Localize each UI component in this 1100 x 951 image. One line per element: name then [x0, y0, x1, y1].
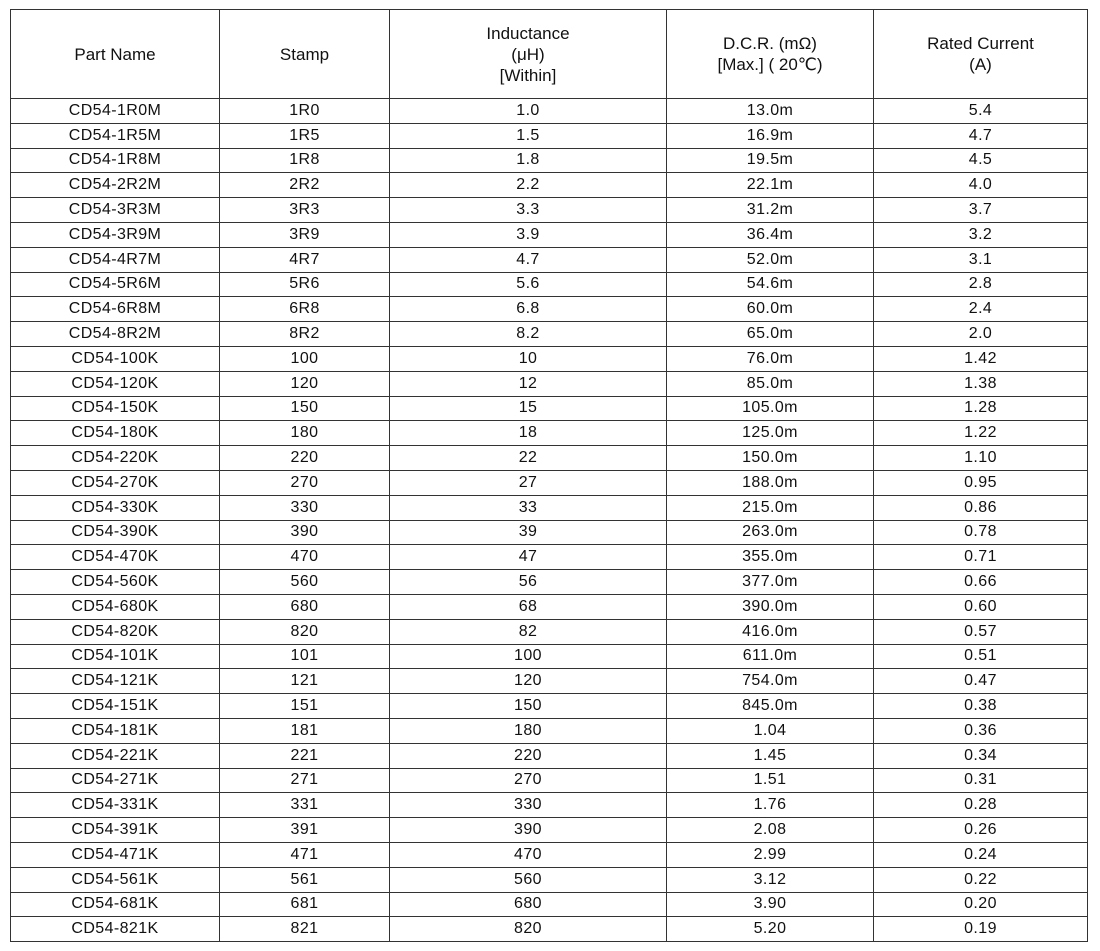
table-row	[11, 247, 1088, 272]
dcr-cell: 76.0m	[667, 346, 874, 371]
part-name-cell: CD54-270K	[11, 470, 220, 495]
stamp-cell: 681	[220, 892, 390, 917]
inductance-cell: 12	[390, 371, 667, 396]
part-name-cell: CD54-120K	[11, 371, 220, 396]
rated-current-cell: 0.78	[874, 520, 1088, 545]
dcr-cell: 31.2m	[667, 198, 874, 223]
part-name-cell: CD54-100K	[11, 346, 220, 371]
table-row	[11, 842, 1088, 867]
spec-table-container	[10, 9, 1088, 942]
inductor-spec-table	[10, 9, 1088, 942]
inductance-cell: 10	[390, 346, 667, 371]
table-row	[11, 694, 1088, 719]
inductance-cell: 1.5	[390, 123, 667, 148]
table-row	[11, 619, 1088, 644]
rated-current-cell: 0.28	[874, 793, 1088, 818]
dcr-cell: 1.04	[667, 718, 874, 743]
rated-current-cell: 1.28	[874, 396, 1088, 421]
rated-current-cell: 1.42	[874, 346, 1088, 371]
stamp-cell: 181	[220, 718, 390, 743]
stamp-cell: 1R8	[220, 148, 390, 173]
table-row	[11, 520, 1088, 545]
dcr-cell: 377.0m	[667, 570, 874, 595]
header-line: Stamp	[279, 44, 330, 64]
inductance-cell: 82	[390, 619, 667, 644]
dcr-cell: 85.0m	[667, 371, 874, 396]
inductance-cell: 56	[390, 570, 667, 595]
table-row	[11, 818, 1088, 843]
table-row	[11, 371, 1088, 396]
dcr-cell: 1.45	[667, 743, 874, 768]
header-part-name	[11, 10, 220, 99]
stamp-cell: 470	[220, 545, 390, 570]
dcr-cell: 263.0m	[667, 520, 874, 545]
rated-current-cell: 0.26	[874, 818, 1088, 843]
part-name-cell: CD54-220K	[11, 446, 220, 471]
table-row	[11, 718, 1088, 743]
rated-current-cell: 0.22	[874, 867, 1088, 892]
dcr-cell: 611.0m	[667, 644, 874, 669]
table-row	[11, 594, 1088, 619]
inductance-cell: 220	[390, 743, 667, 768]
dcr-cell: 52.0m	[667, 247, 874, 272]
table-row	[11, 768, 1088, 793]
inductance-cell: 150	[390, 694, 667, 719]
rated-current-cell: 0.95	[874, 470, 1088, 495]
part-name-cell: CD54-391K	[11, 818, 220, 843]
rated-current-cell: 1.10	[874, 446, 1088, 471]
rated-current-cell: 0.51	[874, 644, 1088, 669]
inductance-cell: 390	[390, 818, 667, 843]
rated-current-cell: 0.31	[874, 768, 1088, 793]
stamp-cell: 100	[220, 346, 390, 371]
dcr-cell: 22.1m	[667, 173, 874, 198]
inductance-cell: 33	[390, 495, 667, 520]
header-line: D.C.R. (mΩ)	[723, 34, 817, 53]
rated-current-cell: 0.38	[874, 694, 1088, 719]
stamp-cell: 821	[220, 917, 390, 942]
table-row	[11, 148, 1088, 173]
dcr-cell: 215.0m	[667, 495, 874, 520]
inductance-cell: 120	[390, 669, 667, 694]
stamp-cell: 5R6	[220, 272, 390, 297]
stamp-cell: 391	[220, 818, 390, 843]
table-row	[11, 545, 1088, 570]
dcr-cell: 845.0m	[667, 694, 874, 719]
table-row	[11, 272, 1088, 297]
part-name-cell: CD54-681K	[11, 892, 220, 917]
rated-current-cell: 0.60	[874, 594, 1088, 619]
header-stamp	[220, 10, 390, 99]
dcr-cell: 3.12	[667, 867, 874, 892]
table-row	[11, 346, 1088, 371]
dcr-cell: 2.08	[667, 818, 874, 843]
dcr-cell: 355.0m	[667, 545, 874, 570]
part-name-cell: CD54-6R8M	[11, 297, 220, 322]
dcr-cell: 60.0m	[667, 297, 874, 322]
inductance-cell: 100	[390, 644, 667, 669]
dcr-cell: 390.0m	[667, 594, 874, 619]
rated-current-cell: 0.20	[874, 892, 1088, 917]
header-line: Inductance	[486, 23, 570, 43]
inductance-cell: 5.6	[390, 272, 667, 297]
dcr-cell: 754.0m	[667, 669, 874, 694]
stamp-cell: 471	[220, 842, 390, 867]
table-row	[11, 793, 1088, 818]
rated-current-cell: 2.4	[874, 297, 1088, 322]
rated-current-cell: 0.34	[874, 743, 1088, 768]
inductance-cell: 1.8	[390, 148, 667, 173]
rated-current-cell: 0.47	[874, 669, 1088, 694]
header-dcr	[667, 10, 874, 99]
rated-current-cell: 4.5	[874, 148, 1088, 173]
table-row	[11, 322, 1088, 347]
part-name-cell: CD54-1R5M	[11, 123, 220, 148]
rated-current-cell: 5.4	[874, 99, 1088, 124]
part-name-cell: CD54-181K	[11, 718, 220, 743]
dcr-cell: 1.76	[667, 793, 874, 818]
part-name-cell: CD54-271K	[11, 768, 220, 793]
part-name-cell: CD54-1R8M	[11, 148, 220, 173]
inductance-cell: 27	[390, 470, 667, 495]
dcr-cell: 54.6m	[667, 272, 874, 297]
rated-current-cell: 2.0	[874, 322, 1088, 347]
table-row	[11, 396, 1088, 421]
part-name-cell: CD54-101K	[11, 644, 220, 669]
inductance-cell: 22	[390, 446, 667, 471]
header-line: [Max.] ( 20℃)	[717, 55, 823, 74]
rated-current-cell: 1.38	[874, 371, 1088, 396]
dcr-cell: 16.9m	[667, 123, 874, 148]
part-name-cell: CD54-331K	[11, 793, 220, 818]
inductance-cell: 18	[390, 421, 667, 446]
dcr-cell: 36.4m	[667, 222, 874, 247]
header-inductance	[390, 10, 667, 99]
stamp-cell: 3R9	[220, 222, 390, 247]
stamp-cell: 8R2	[220, 322, 390, 347]
rated-current-cell: 1.22	[874, 421, 1088, 446]
header-rated-current	[874, 10, 1088, 99]
rated-current-cell: 0.19	[874, 917, 1088, 942]
stamp-cell: 3R3	[220, 198, 390, 223]
part-name-cell: CD54-821K	[11, 917, 220, 942]
stamp-cell: 331	[220, 793, 390, 818]
header-line: (μH)	[511, 44, 545, 64]
rated-current-cell: 0.71	[874, 545, 1088, 570]
table-row	[11, 867, 1088, 892]
dcr-cell: 125.0m	[667, 421, 874, 446]
stamp-cell: 2R2	[220, 173, 390, 198]
rated-current-cell: 0.36	[874, 718, 1088, 743]
table-row	[11, 297, 1088, 322]
stamp-cell: 151	[220, 694, 390, 719]
table-row	[11, 123, 1088, 148]
rated-current-cell: 4.7	[874, 123, 1088, 148]
stamp-cell: 560	[220, 570, 390, 595]
inductance-cell: 6.8	[390, 297, 667, 322]
part-name-cell: CD54-8R2M	[11, 322, 220, 347]
part-name-cell: CD54-330K	[11, 495, 220, 520]
stamp-cell: 561	[220, 867, 390, 892]
inductance-cell: 820	[390, 917, 667, 942]
rated-current-cell: 0.86	[874, 495, 1088, 520]
stamp-cell: 820	[220, 619, 390, 644]
dcr-cell: 188.0m	[667, 470, 874, 495]
dcr-cell: 13.0m	[667, 99, 874, 124]
dcr-cell: 150.0m	[667, 446, 874, 471]
stamp-cell: 390	[220, 520, 390, 545]
inductance-cell: 470	[390, 842, 667, 867]
dcr-cell: 5.20	[667, 917, 874, 942]
part-name-cell: CD54-3R3M	[11, 198, 220, 223]
stamp-cell: 220	[220, 446, 390, 471]
header-line: (A)	[969, 55, 992, 74]
rated-current-cell: 0.57	[874, 619, 1088, 644]
part-name-cell: CD54-3R9M	[11, 222, 220, 247]
inductance-cell: 68	[390, 594, 667, 619]
table-row	[11, 421, 1088, 446]
dcr-cell: 3.90	[667, 892, 874, 917]
part-name-cell: CD54-221K	[11, 743, 220, 768]
table-row	[11, 446, 1088, 471]
inductance-cell: 39	[390, 520, 667, 545]
table-row	[11, 644, 1088, 669]
inductance-cell: 8.2	[390, 322, 667, 347]
part-name-cell: CD54-180K	[11, 421, 220, 446]
rated-current-cell: 0.66	[874, 570, 1088, 595]
table-row	[11, 198, 1088, 223]
rated-current-cell: 3.7	[874, 198, 1088, 223]
stamp-cell: 221	[220, 743, 390, 768]
header-line: Part Name	[74, 44, 156, 64]
inductance-cell: 3.3	[390, 198, 667, 223]
inductance-cell: 15	[390, 396, 667, 421]
inductance-cell: 680	[390, 892, 667, 917]
dcr-cell: 19.5m	[667, 148, 874, 173]
table-body	[11, 99, 1088, 942]
stamp-cell: 121	[220, 669, 390, 694]
part-name-cell: CD54-151K	[11, 694, 220, 719]
inductance-cell: 1.0	[390, 99, 667, 124]
inductance-cell: 560	[390, 867, 667, 892]
stamp-cell: 271	[220, 768, 390, 793]
dcr-cell: 1.51	[667, 768, 874, 793]
part-name-cell: CD54-680K	[11, 594, 220, 619]
inductance-cell: 4.7	[390, 247, 667, 272]
table-row	[11, 570, 1088, 595]
inductance-cell: 47	[390, 545, 667, 570]
table-row	[11, 222, 1088, 247]
rated-current-cell: 3.2	[874, 222, 1088, 247]
rated-current-cell: 3.1	[874, 247, 1088, 272]
table-row	[11, 495, 1088, 520]
part-name-cell: CD54-470K	[11, 545, 220, 570]
part-name-cell: CD54-1R0M	[11, 99, 220, 124]
part-name-cell: CD54-121K	[11, 669, 220, 694]
inductance-cell: 270	[390, 768, 667, 793]
part-name-cell: CD54-471K	[11, 842, 220, 867]
dcr-cell: 65.0m	[667, 322, 874, 347]
rated-current-cell: 0.24	[874, 842, 1088, 867]
stamp-cell: 330	[220, 495, 390, 520]
dcr-cell: 105.0m	[667, 396, 874, 421]
table-row	[11, 173, 1088, 198]
stamp-cell: 101	[220, 644, 390, 669]
stamp-cell: 4R7	[220, 247, 390, 272]
part-name-cell: CD54-4R7M	[11, 247, 220, 272]
part-name-cell: CD54-561K	[11, 867, 220, 892]
stamp-cell: 180	[220, 421, 390, 446]
inductance-cell: 180	[390, 718, 667, 743]
part-name-cell: CD54-2R2M	[11, 173, 220, 198]
stamp-cell: 120	[220, 371, 390, 396]
header-line: [Within]	[499, 65, 557, 85]
inductance-cell: 3.9	[390, 222, 667, 247]
inductance-cell: 2.2	[390, 173, 667, 198]
stamp-cell: 6R8	[220, 297, 390, 322]
table-row	[11, 669, 1088, 694]
stamp-cell: 1R0	[220, 99, 390, 124]
header-line: Rated Current	[927, 34, 1034, 53]
stamp-cell: 680	[220, 594, 390, 619]
dcr-cell: 2.99	[667, 842, 874, 867]
part-name-cell: CD54-560K	[11, 570, 220, 595]
part-name-cell: CD54-820K	[11, 619, 220, 644]
part-name-cell: CD54-5R6M	[11, 272, 220, 297]
inductance-cell: 330	[390, 793, 667, 818]
part-name-cell: CD54-390K	[11, 520, 220, 545]
rated-current-cell: 4.0	[874, 173, 1088, 198]
table-row	[11, 99, 1088, 124]
stamp-cell: 1R5	[220, 123, 390, 148]
table-header-row	[11, 10, 1088, 99]
rated-current-cell: 2.8	[874, 272, 1088, 297]
table-row	[11, 917, 1088, 942]
stamp-cell: 150	[220, 396, 390, 421]
table-row	[11, 892, 1088, 917]
stamp-cell: 270	[220, 470, 390, 495]
table-row	[11, 470, 1088, 495]
part-name-cell: CD54-150K	[11, 396, 220, 421]
dcr-cell: 416.0m	[667, 619, 874, 644]
table-row	[11, 743, 1088, 768]
